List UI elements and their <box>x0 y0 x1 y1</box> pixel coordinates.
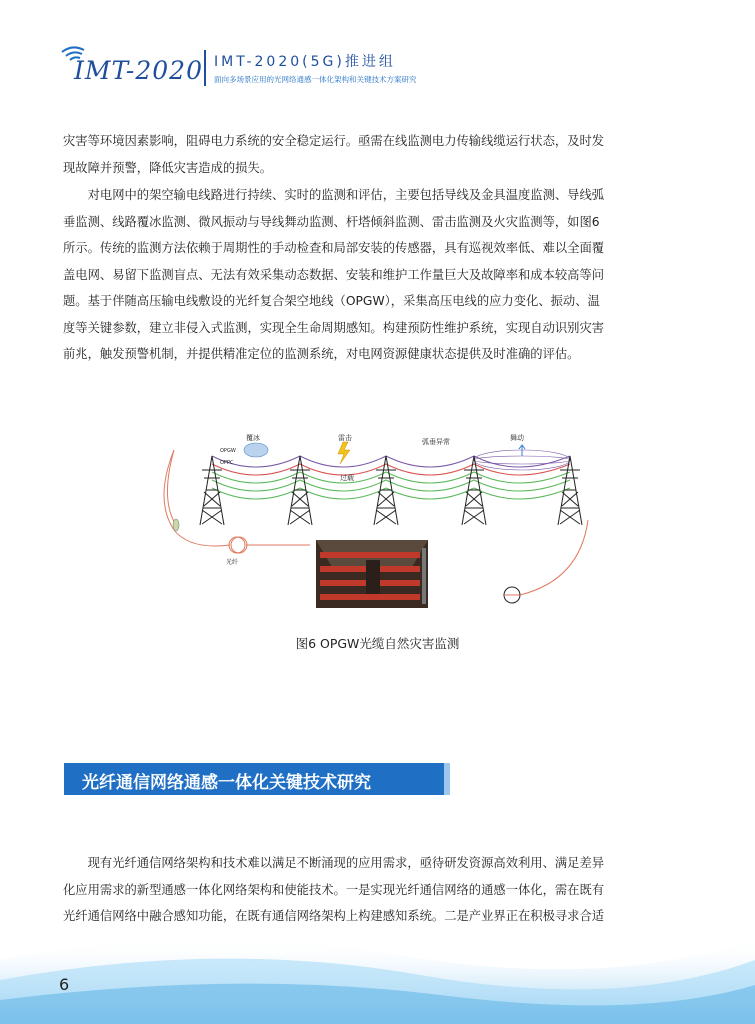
text-line: 光纤通信网络中融合感知功能，在既有通信网络架构上构建感知系统。二是产业界正在积极寻求合适 <box>63 909 605 923</box>
label-sag: 弧垂异常 <box>422 438 450 446</box>
cable-tunnel-photo <box>316 540 428 608</box>
text-line: 所示。传统的监测方法依赖于周期性的手动检查和局部安装的传感器，具有巡视效率低、难以全面覆 <box>63 241 605 255</box>
text-line: 现有光纤通信网络架构和技术难以满足不断涌现的应用需求，亟待研发资源高效利用、满足差异 <box>63 856 605 870</box>
logo-text: IMT-2020 <box>74 56 203 85</box>
label-oppc: OPPC <box>220 460 234 466</box>
footer-wave-decoration <box>0 900 755 1024</box>
text-line: 盖电网、易留下监测盲点、无法有效采集动态数据、安装和维护工作量巨大及故障率和成本较高等问 <box>63 267 605 282</box>
tower <box>558 456 582 525</box>
page-header <box>0 0 755 100</box>
paragraph-1 <box>63 128 695 181</box>
tower <box>288 456 312 525</box>
label-fiber: 光纤 <box>226 559 239 566</box>
text-line: 度等关键参数，建立非侵入式监测，实现全生命周期感知。构建预防性维护系统，实现自动识别灾害 <box>63 320 605 335</box>
figure-caption: 图6 OPGW光缆自然灾害监测 <box>295 636 460 651</box>
header-divider <box>204 50 206 86</box>
text-line: 现故障并预警，降低灾害造成的损失。 <box>63 160 273 175</box>
label-dance: 舞动 <box>510 434 524 442</box>
text-line: 题。基于伴随高压输电线敷设的光纤复合架空地线（OPGW），采集高压电线的应力变化、振动、温 <box>63 294 600 308</box>
text-line: 化应用需求的新型通感一体化网络架构和使能技术。一是实现光纤通信网络的通感一体化，需在既有 <box>63 882 605 897</box>
text-line: 前兆，触发预警机制，并提供精准定位的监测系统，对电网资源健康状态提供及时准确的评估。 <box>63 347 580 361</box>
label-opgw: OPGW <box>220 448 236 454</box>
header-title: IMT-2020(5G)推进组 <box>214 54 396 70</box>
opgw-monitoring-figure <box>160 420 600 620</box>
section-title: 光纤通信网络通感一体化关键技术研究 <box>82 773 371 793</box>
tower <box>200 456 224 525</box>
tower <box>462 456 486 525</box>
paragraph-2 <box>63 182 695 368</box>
page-number: 6 <box>59 975 70 994</box>
tower <box>374 456 398 525</box>
text-line: 垂监测、线路覆冰监测、微风振动与导线舞动监测、杆塔倾斜监测、雷击监测及火灾监测等，如图6 <box>63 214 600 229</box>
text-line: 对电网中的架空输电线路进行持续、实时的监测和评估，主要包括导线及金具温度监测、导线弧 <box>63 188 605 202</box>
label-overheat: 过载 <box>340 474 354 482</box>
text-line: 灾害等环境因素影响，阻碍电力系统的安全稳定运行。亟需在线监测电力传输线缆运行状态，及时发 <box>63 134 605 148</box>
section-heading-bar <box>64 763 444 795</box>
header-subtitle: 面向多场景应用的光网络通感一体化架构和关键技术方案研究 <box>214 75 417 84</box>
label-ice: 覆冰 <box>246 434 260 442</box>
label-lightning: 雷击 <box>338 434 352 442</box>
section-bar-stripe <box>444 763 450 795</box>
